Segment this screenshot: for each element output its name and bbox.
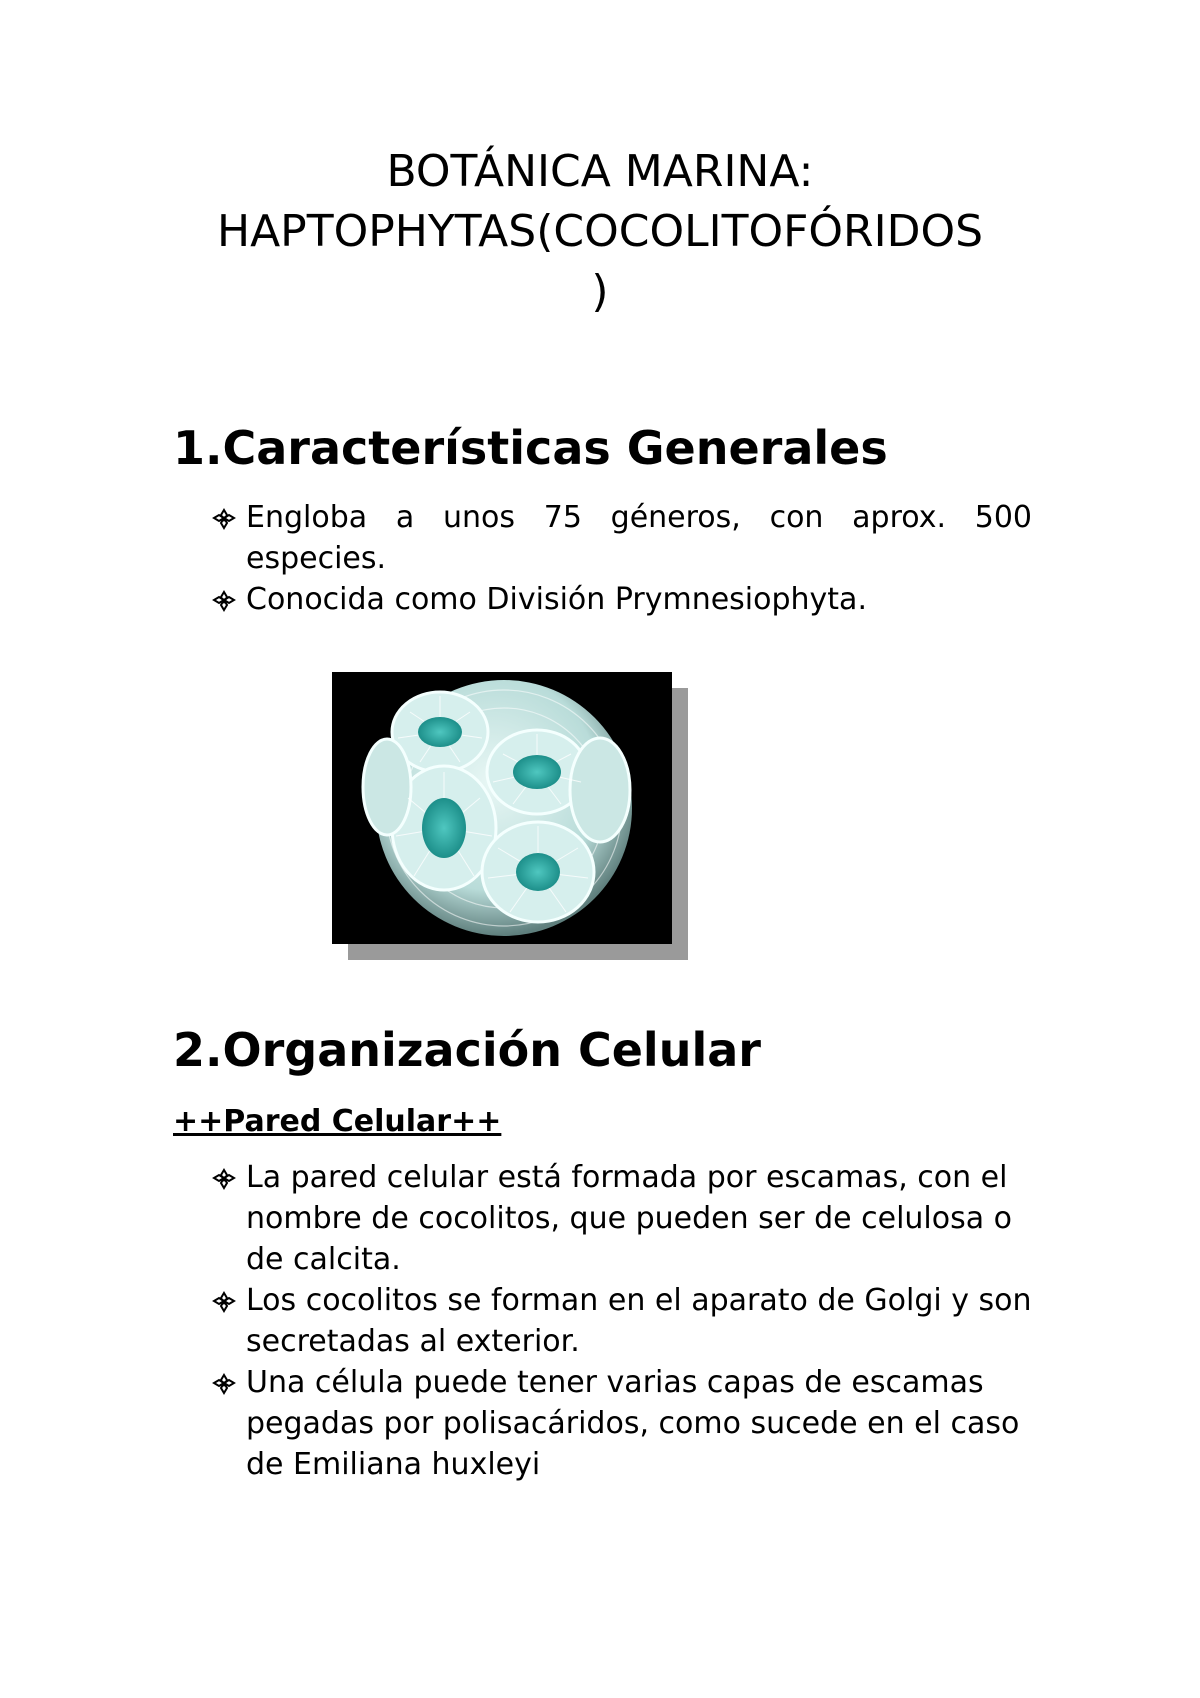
section-1-heading: 1.Características Generales — [173, 421, 888, 475]
section-1-bullet-list — [210, 497, 1032, 620]
title-line-1: BOTÁNICA MARINA: — [386, 146, 814, 197]
title-line-2: HAPTOPHYTAS(COCOLITOFÓRIDOS — [216, 206, 984, 257]
coccolithophore-illustration — [332, 672, 672, 944]
diamond-bullet-icon — [210, 579, 238, 620]
diamond-bullet-icon — [210, 1157, 238, 1198]
document-title — [160, 142, 1040, 322]
pared-celular-subheading: ++Pared Celular++ — [173, 1104, 502, 1139]
coccolithophore-image — [332, 672, 672, 944]
list-item: La pared celular está formada por escamas, con el nombre de cocolitos, que pueden ser de celulosa o de calcita. — [210, 1157, 1032, 1280]
diamond-bullet-icon — [210, 497, 238, 538]
list-item: Conocida como División Prymnesiophyta. — [210, 579, 1032, 620]
title-line-3: ) — [591, 266, 609, 317]
diamond-bullet-icon — [210, 1362, 238, 1403]
section-2-bullet-list — [210, 1157, 1032, 1485]
list-item: Una célula puede tener varias capas de escamas pegadas por polisacáridos, como sucede en el caso de Emiliana huxleyi — [210, 1362, 1032, 1485]
list-item: Los cocolitos se forman en el aparato de Golgi y son secretadas al exterior. — [210, 1280, 1032, 1362]
list-item: Engloba a unos 75 géneros, con aprox. 500 especies. — [210, 497, 1032, 579]
section-2-heading: 2.Organización Celular — [173, 1023, 761, 1077]
diamond-bullet-icon — [210, 1280, 238, 1321]
coccolithophore-figure — [332, 672, 672, 944]
